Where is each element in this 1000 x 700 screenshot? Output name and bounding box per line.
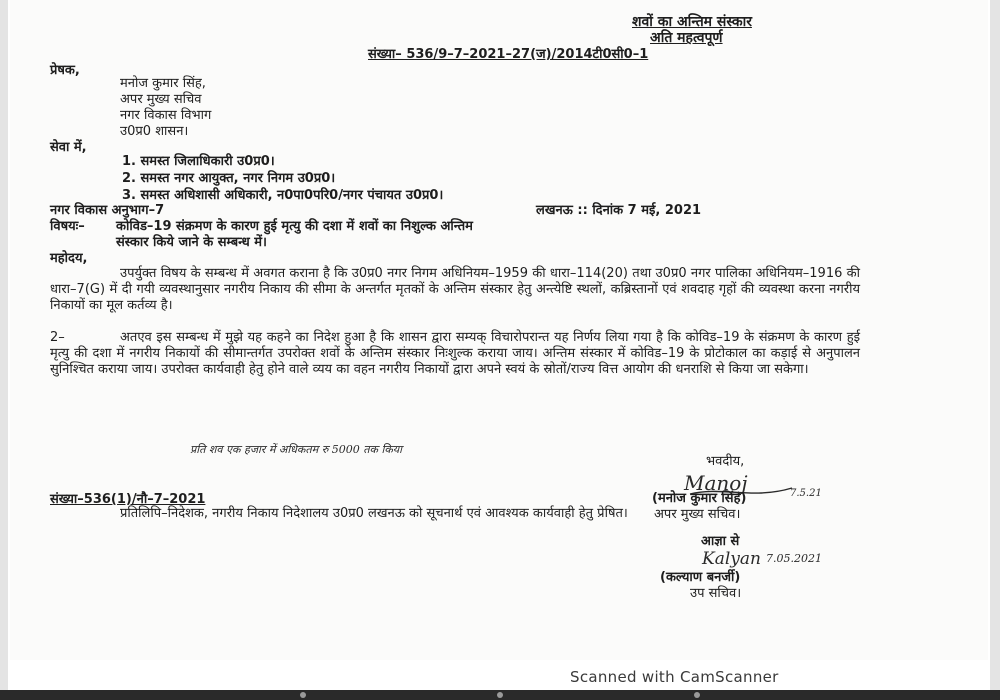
reference-number: संख्या– 536/9–7–2021–27(ज)/2014टी0सी0–1 xyxy=(368,47,649,62)
order-signature-image xyxy=(700,544,850,572)
left-margin xyxy=(0,0,8,700)
recipient-item: 1. समस्त जिलाधिकारी उ0प्र0। xyxy=(122,154,275,169)
section-name: नगर विकास अनुभाग–7 xyxy=(50,203,165,218)
nav-recents-icon[interactable] xyxy=(694,692,700,698)
order-label: आज्ञा से xyxy=(701,534,740,549)
letter-date: लखनऊ :: दिनांक 7 मई, 2021 xyxy=(536,203,702,218)
scanner-watermark: Scanned with CamScanner xyxy=(570,668,779,686)
signatory-designation: अपर मुख्य सचिव। xyxy=(654,507,741,522)
handwritten-note: प्रति शव एक हजार में अधिकतम रु 5000 तक किया xyxy=(190,443,403,456)
nav-home-icon[interactable] xyxy=(497,692,503,698)
recipient-item: 3. समस्त अधिशासी अधिकारी, न0पा0परि0/नगर पंचायत उ0प्र0। xyxy=(122,188,444,203)
order-signature-date: 7.05.2021 xyxy=(766,552,822,565)
order-signature-text: Kalyan xyxy=(702,549,761,569)
subject-line: संस्कार किये जाने के सम्बन्ध में। xyxy=(116,235,267,250)
copy-text: प्रतिलिपि–निदेशक, नगरीय निकाय निदेशालय उ0प्र0 लखनऊ को सूचनार्थ एवं आवश्यक कार्यवाही हेतु प्रेषित। xyxy=(120,506,628,521)
subject-line: कोविड–19 संक्रमण के कारण हुई मृत्यु की दशा में शवों का निशुल्क अन्तिम xyxy=(116,219,473,234)
sender-office: उ0प्र0 शासन। xyxy=(120,124,189,139)
nav-back-icon[interactable] xyxy=(300,692,306,698)
right-margin xyxy=(990,0,1000,700)
signature-text: Manoj xyxy=(684,471,748,495)
paragraph-2-number: 2– xyxy=(50,330,65,345)
copy-reference: संख्या–536(1)/नौ–7–2021 xyxy=(50,492,206,507)
recipients-label: सेवा में, xyxy=(50,140,87,155)
header-title: शवों का अन्तिम संस्कार xyxy=(632,14,752,30)
sender-designation: अपर मुख्य सचिव xyxy=(120,92,202,107)
paragraph-2: अतएव इस सम्बन्ध में मुझे यह कहने का निदेश हुआ है कि शासन द्वारा सम्यक् विचारोपरान्त यह निर्णय लिया गया है कि कोविड–19 के संक्रमण के कारण हुई मृत्यु की दशा में नगरीय निकायों की सीमान्तर्गत उपरोक्त शवों के अन्तिम संस्कार निःशुल्क कराया जाय। अन्तिम संस्कार में कोविड–19 के प्रोटोकाल का कड़ाई से अनुपालन सुनिश्चित कराया जाय। उपरोक्त कार्यवाही हेतु होने वाले व्यय का वहन नगरीय निकायों द्वारा अपने स्वयं के स्रोतों/राज्य वित्त आयोग की धनराशि से किया जा सकेगा। xyxy=(50,330,860,377)
order-signatory-designation: उप सचिव। xyxy=(690,586,742,601)
sender-name: मनोज कुमार सिंह, xyxy=(120,76,206,91)
salutation: महोदय, xyxy=(50,251,88,266)
sender-label: प्रेषक, xyxy=(50,63,80,78)
order-signatory-name: (कल्याण बनर्जी) xyxy=(660,570,741,585)
sender-department: नगर विकास विभाग xyxy=(120,108,212,123)
signatory-name: (मनोज कुमार सिंह) xyxy=(652,491,747,506)
closing-label: भवदीय, xyxy=(706,454,745,469)
header-priority: अति महत्वपूर्ण xyxy=(650,30,723,46)
recipient-item: 2. समस्त नगर आयुक्त, नगर निगम उ0प्र0। xyxy=(122,171,336,186)
paragraph-1: उपर्युक्त विषय के सम्बन्ध में अवगत कराना है कि उ0प्र0 नगर निगम अधिनियम–1959 की धारा–114(20) तथा उ0प्र0 नगर पालिका अधिनियम–1916 की धारा–7(G) में दी गयी व्यवस्थानुसार नगरीय निकाय की सीमा के अन्तर्गत मृतकों के अन्तिम संस्कार हेतु अन्त्येष्टि स्थलों, कब्रिस्तानों एवं शवदाह गृहों की व्यवस्था करना नगरीय निकायों का मूल कर्तव्य है। xyxy=(50,266,860,313)
subject-label: विषयः– xyxy=(50,219,85,234)
signature-date: 7.5.21 xyxy=(790,488,822,499)
